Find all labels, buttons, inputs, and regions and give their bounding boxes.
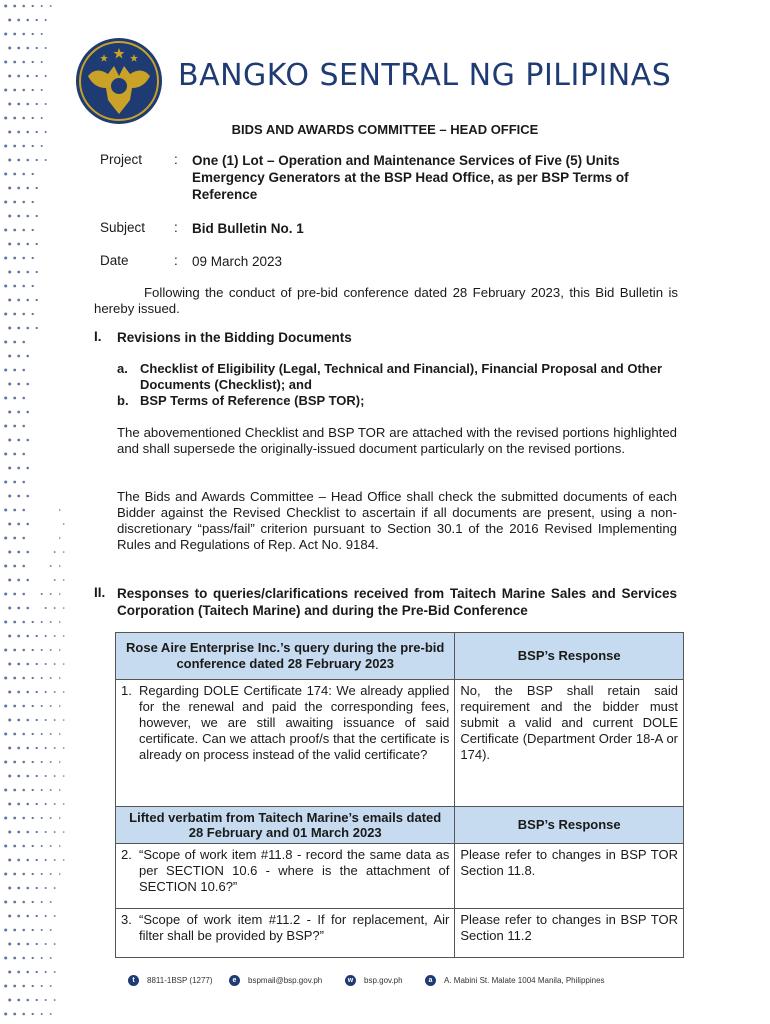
table-row — [116, 680, 684, 807]
footer-email[interactable] — [229, 975, 322, 986]
footer-phone — [128, 975, 213, 986]
date-label: Date — [100, 253, 129, 268]
footer-web-text[interactable]: bsp.gov.ph — [364, 976, 403, 985]
row-number: 1. — [121, 683, 132, 698]
footer-web[interactable] — [345, 975, 403, 986]
footer-address-text: A. Mabini St. Malate 1004 Manila, Philippines — [444, 976, 605, 985]
query-text: “Scope of work item #11.2 - If for replacement, Air filter shall be provided by BSP?” — [139, 912, 450, 943]
footer-address — [425, 975, 605, 986]
header-response-cell: BSP’s Response — [455, 633, 684, 680]
table-header-row — [116, 807, 684, 844]
query-cell — [116, 909, 455, 958]
row-number: 2. — [121, 847, 132, 862]
section-2-title: Responses to queries/clarifications received from Taitech Marine Sales and Services Corporation (Taitech Marine) and during the Pre-Bid Conference — [117, 586, 677, 618]
intro-paragraph: Following the conduct of pre-bid conference dated 28 February 2023, this Bid Bulletin is hereby issued. — [94, 285, 678, 316]
responses-table — [115, 632, 684, 958]
bsp-seal-logo — [74, 36, 164, 126]
query-text: Regarding DOLE Certificate 174: We already applied for the renewal and paid the corresponding fees, however, we are still awaiting issuance of said certificate. Can we attach proof/s that the certificate is already on process instead of the valid certificate? — [139, 683, 450, 762]
query-cell — [116, 844, 455, 909]
header-query-cell: Rose Aire Enterprise Inc.’s query during the pre-bid conference dated 28 February 2023 — [116, 633, 455, 680]
response-text: Please refer to changes in BSP TOR Section 11.2 — [460, 912, 678, 943]
section-1-title: Revisions in the Bidding Documents — [117, 330, 352, 345]
table-header-row — [116, 633, 684, 680]
table-row — [116, 909, 684, 958]
date-colon: : — [174, 253, 178, 268]
item-b-text: BSP Terms of Reference (BSP TOR); — [140, 393, 365, 408]
section-1-paragraph-2: The Bids and Awards Committee – Head Office shall check the submitted documents of each Bidder against the Revised Checklist to ascertain if all documents are present, using a non-discretionary “pass/fail” criterion pursuant to Section 30.1 of the 2016 Revised Implementing Rules and Regulations of Rep. Act No. 9184. — [117, 489, 677, 552]
date-value: 09 March 2023 — [192, 254, 283, 269]
header-query-cell: Lifted verbatim from Taitech Marine’s emails dated 28 February and 01 March 2023 — [116, 807, 455, 844]
item-a-text: Checklist of Eligibility (Legal, Technical and Financial), Financial Proposal and Other Documents (Checklist); and — [140, 361, 663, 392]
web-icon: w — [345, 975, 356, 986]
committee-title: BIDS AND AWARDS COMMITTEE – HEAD OFFICE — [231, 122, 539, 137]
response-cell — [455, 844, 684, 909]
address-icon: a — [425, 975, 436, 986]
footer — [0, 975, 770, 989]
section-1-number: I. — [94, 329, 102, 344]
response-text: No, the BSP shall retain said requirement and the bidder must submit a valid and current DOLE Certificate (Department Order 18-A or 174). — [460, 683, 678, 762]
org-name: BANGKO SENTRAL NG PILIPINAS — [178, 58, 672, 93]
footer-email-text[interactable]: bspmail@bsp.gov.ph — [248, 976, 323, 985]
item-b-letter: b. — [117, 393, 129, 408]
project-colon: : — [174, 152, 178, 167]
subject-label: Subject — [100, 220, 146, 235]
response-text: Please refer to changes in BSP TOR Section 11.8. — [460, 847, 678, 878]
table-row — [116, 844, 684, 909]
row-number: 3. — [121, 912, 132, 927]
decorative-dot-border — [0, 0, 70, 1024]
response-cell — [455, 680, 684, 807]
footer-phone-text: 8811-1BSP (1277) — [147, 976, 213, 985]
phone-icon: t — [128, 975, 139, 986]
section-2-number: II. — [94, 585, 106, 600]
section-1-paragraph-1: The abovementioned Checklist and BSP TOR are attached with the revised portions highlighted and shall supersede the originally-issued document particularly on the revised portions. — [117, 425, 677, 456]
project-label: Project — [100, 152, 143, 167]
subject-colon: : — [174, 220, 178, 235]
project-value: One (1) Lot – Operation and Maintenance Services of Five (5) Units Emergency Generators at the BSP Head Office, as per BSP Terms of Reference — [192, 153, 629, 202]
email-icon: e — [229, 975, 240, 986]
item-a-letter: a. — [117, 361, 128, 376]
subject-value: Bid Bulletin No. 1 — [192, 221, 304, 236]
response-cell — [455, 909, 684, 958]
query-cell — [116, 680, 455, 807]
query-text: “Scope of work item #11.8 - record the same data as per SECTION 10.6 - where is the attachment of SECTION 10.6?” — [139, 847, 450, 894]
header-response-cell: BSP’s Response — [455, 807, 684, 844]
